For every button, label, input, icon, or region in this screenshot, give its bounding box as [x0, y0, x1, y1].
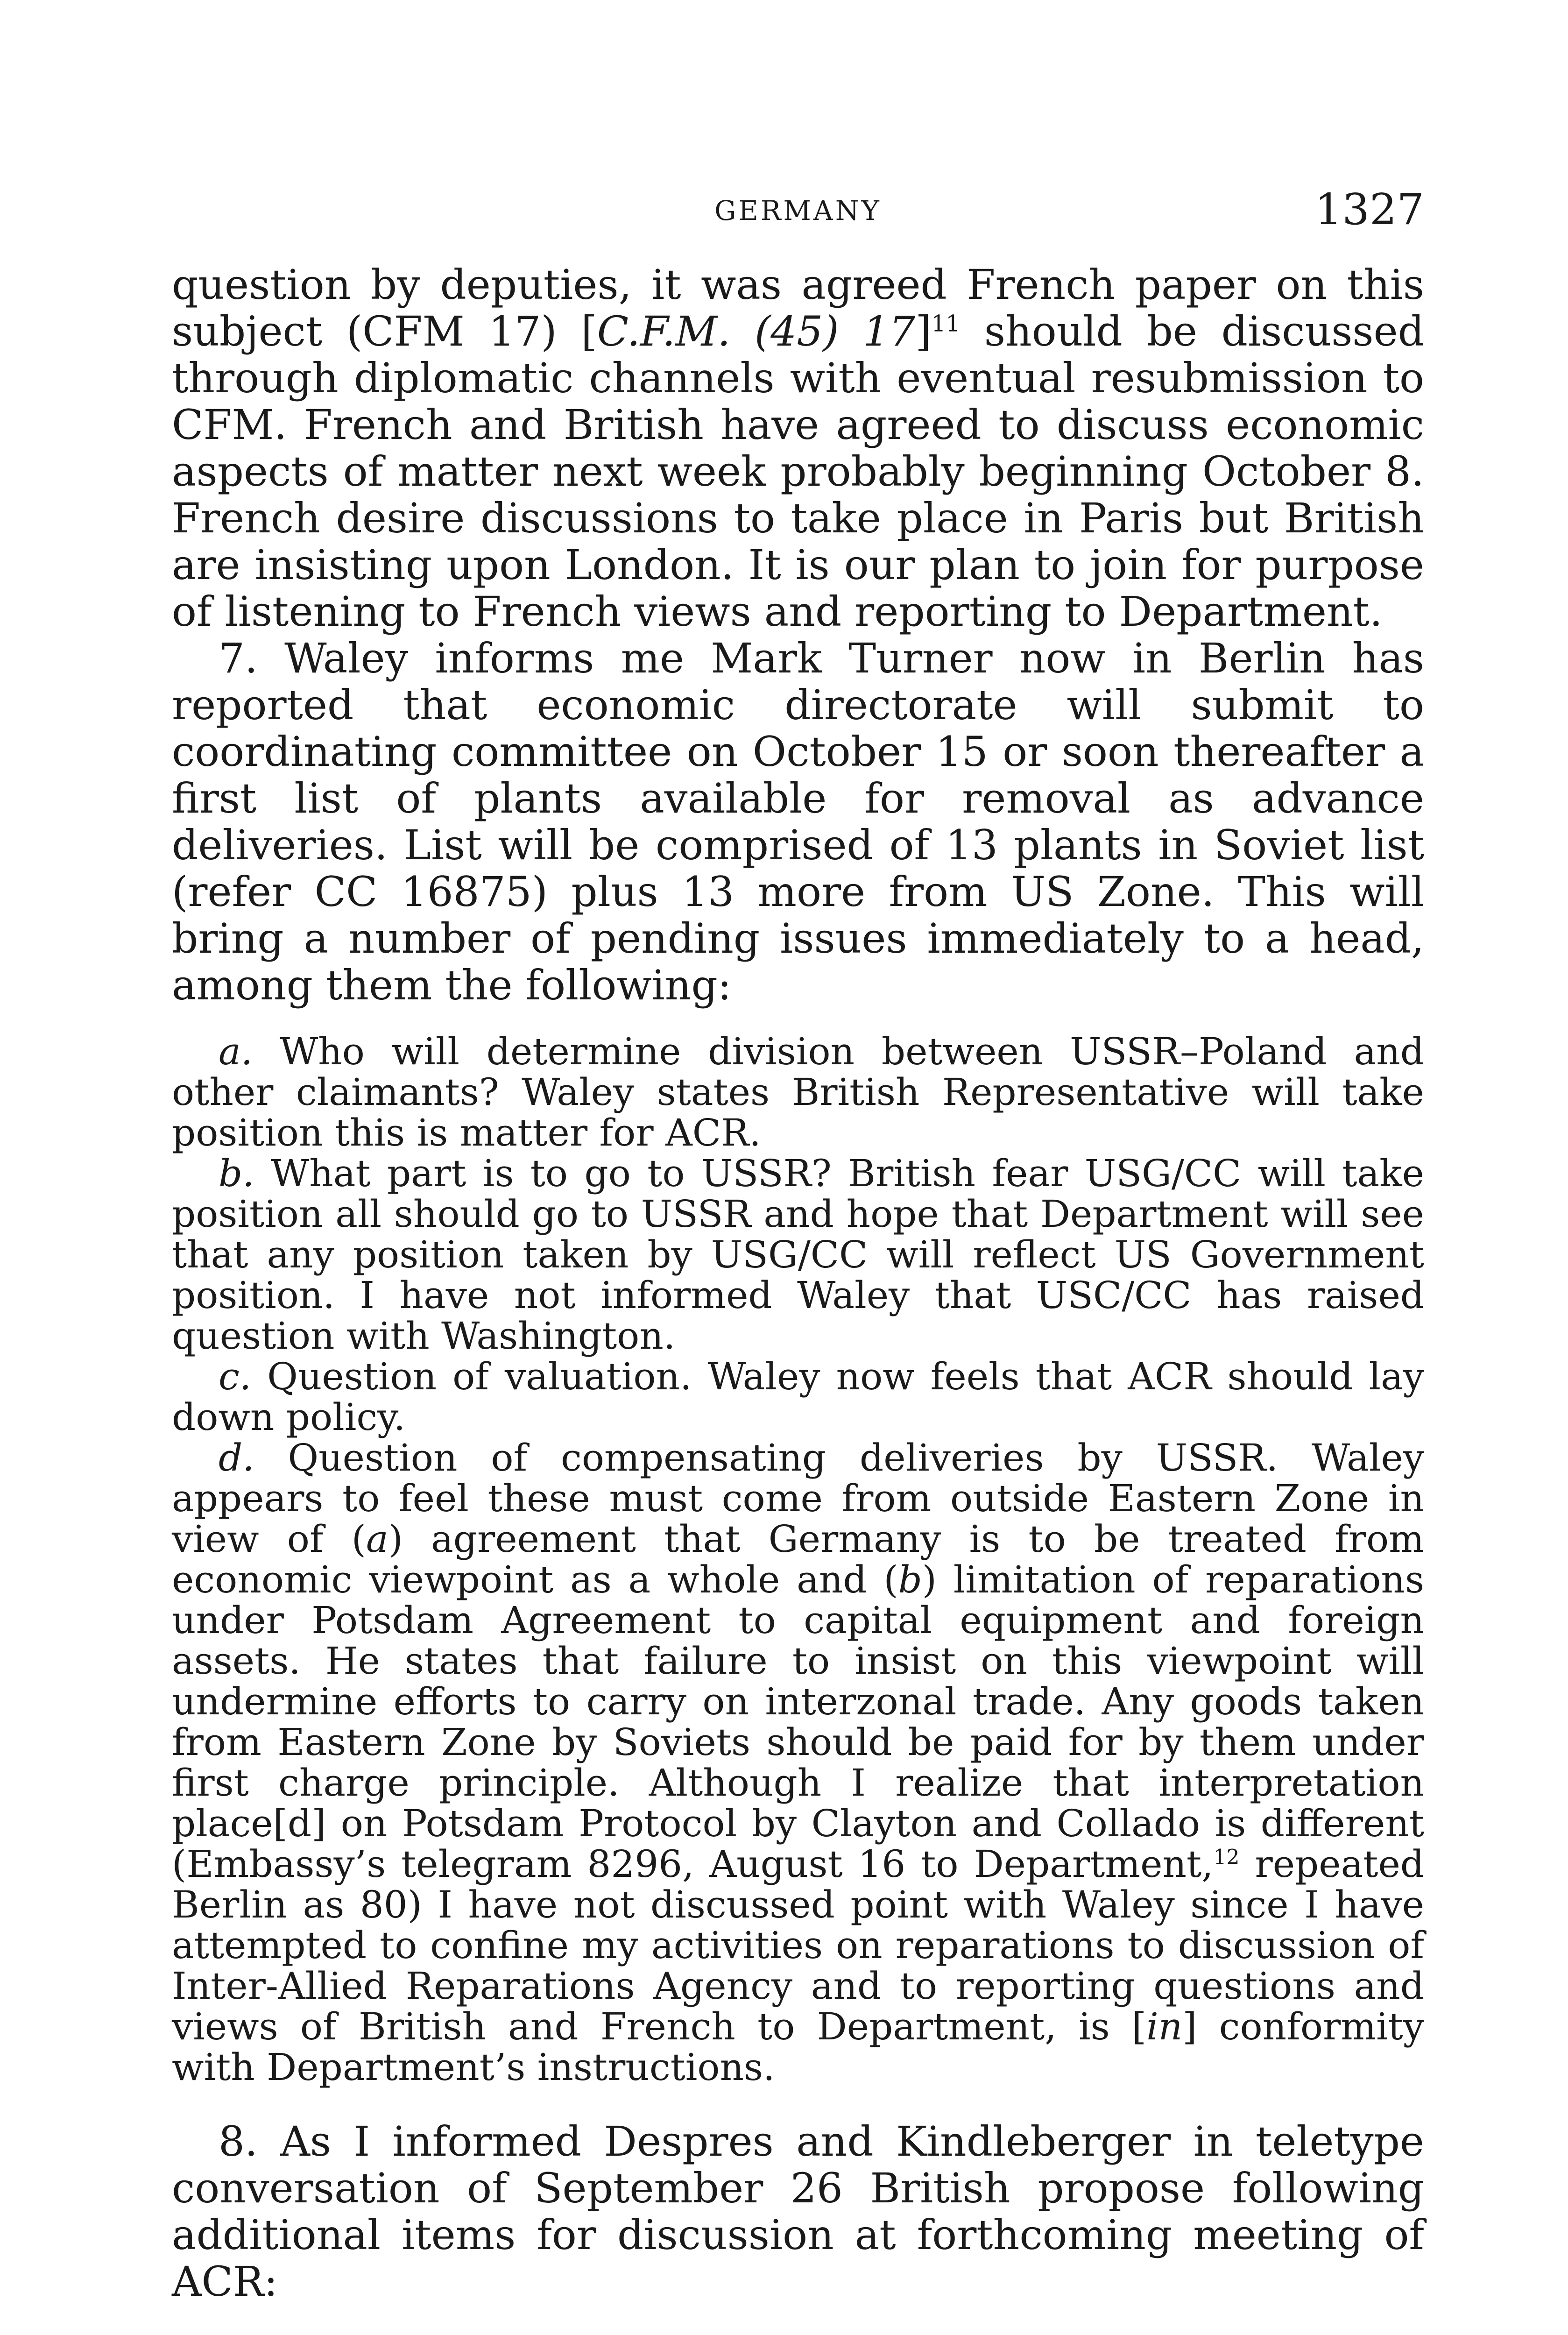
- text-run: ) agreement that Germany is to be treated from economic viewpoint as a whole and (: [172, 1517, 1424, 1601]
- italic-reference: C.F.M. (45) 17: [597, 307, 916, 355]
- text-run: Question of compensating deliveries by USSR. Waley appears to feel these must come from outside Eastern Zone in view of (: [172, 1436, 1424, 1561]
- page-number: 1327: [1314, 184, 1424, 234]
- item-text: Question of valuation. Waley now feels that ACR should lay down policy.: [172, 1355, 1424, 1439]
- running-head: [172, 184, 1424, 234]
- text-run: ] conformity with Department’s instructions.: [172, 2005, 1425, 2089]
- italic-letter: b: [898, 1558, 922, 1601]
- footnote-ref-12: 12: [1213, 1845, 1240, 1869]
- paragraph-continued: [172, 262, 1424, 635]
- text-run: repeated Berlin as 80) I have not discussed point with Waley since I have attempted to confine my activities on reparations to discussion of Inter-Allied Reparations Agency and to reporting questions and views of British and French to Department, is [: [172, 1842, 1425, 2048]
- text-run: ) limitation of reparations under Potsdam Agreement to capital equipment and foreign assets. He states that failure to insist on this viewpoint will undermine efforts to carry on interzonal trade. Any goods taken from Eastern Zone by Soviets should be paid for by them under first charge principle. Although I realize that interpretation place[d] on Potsdam Protocol by Clayton and Collado is different (Embassy’s telegram 8296, August 16 to Department,: [172, 1558, 1424, 1886]
- item-label: d.: [219, 1436, 254, 1479]
- paragraph-8: 8. As I informed Despres and Kindleberger in teletype conversation of September 26 British propose following additional items for discussion at forthcoming meeting of ACR:: [172, 2117, 1424, 2306]
- running-head-title: GERMANY: [714, 195, 882, 226]
- paragraph-7: 7. Waley informs me Mark Turner now in Berlin has reported that economic directorate will submit to coordinating committee on October 15 or soon thereafter a first list of plants available for removal as advance deliveries. List will be comprised of 13 plants in Soviet list (refer CC 16875) plus 13 more from US Zone. This will bring a number of pending issues immediately to a head, among them the following:: [172, 634, 1424, 1009]
- paragraph-7b: [172, 1153, 1424, 1356]
- item-text: Who will determine division between USSR–Poland and other claimants? Waley states British Representative will take position this is matter for ACR.: [172, 1030, 1424, 1154]
- italic-letter: a: [366, 1517, 388, 1561]
- body-text: [172, 262, 1424, 2335]
- item-label: a.: [219, 1030, 253, 1073]
- item-label: c.: [219, 1355, 252, 1398]
- italic-insertion: in: [1146, 2005, 1183, 2048]
- text-run: ]: [915, 307, 932, 355]
- item-text: What part is to go to USSR? British fear USG/CC will take position all should go to USSR and hope that Department will see that any position taken by USG/CC will reflect US Government position. I have not informed Waley that USC/CC has raised question with Washington.: [172, 1152, 1424, 1358]
- text-run: should be discussed through diplomatic channels with eventual resubmission to CFM. French and British have agreed to discuss economic aspects of matter next week probably beginning October 8. French desire discussions to take place in Paris but British are insisting upon London. It is our plan to join for purpose of listening to French views and reporting to Department.: [172, 307, 1424, 636]
- paragraph-7a: [172, 1031, 1424, 1153]
- paragraph-7d: [172, 1437, 1424, 2087]
- footnote-ref-11: 11: [931, 311, 961, 337]
- paragraph-7c: [172, 1356, 1424, 1437]
- text-run: question by deputies, it was agreed French paper on this subject (CFM 17) [: [172, 261, 1424, 355]
- item-label: b.: [219, 1152, 254, 1195]
